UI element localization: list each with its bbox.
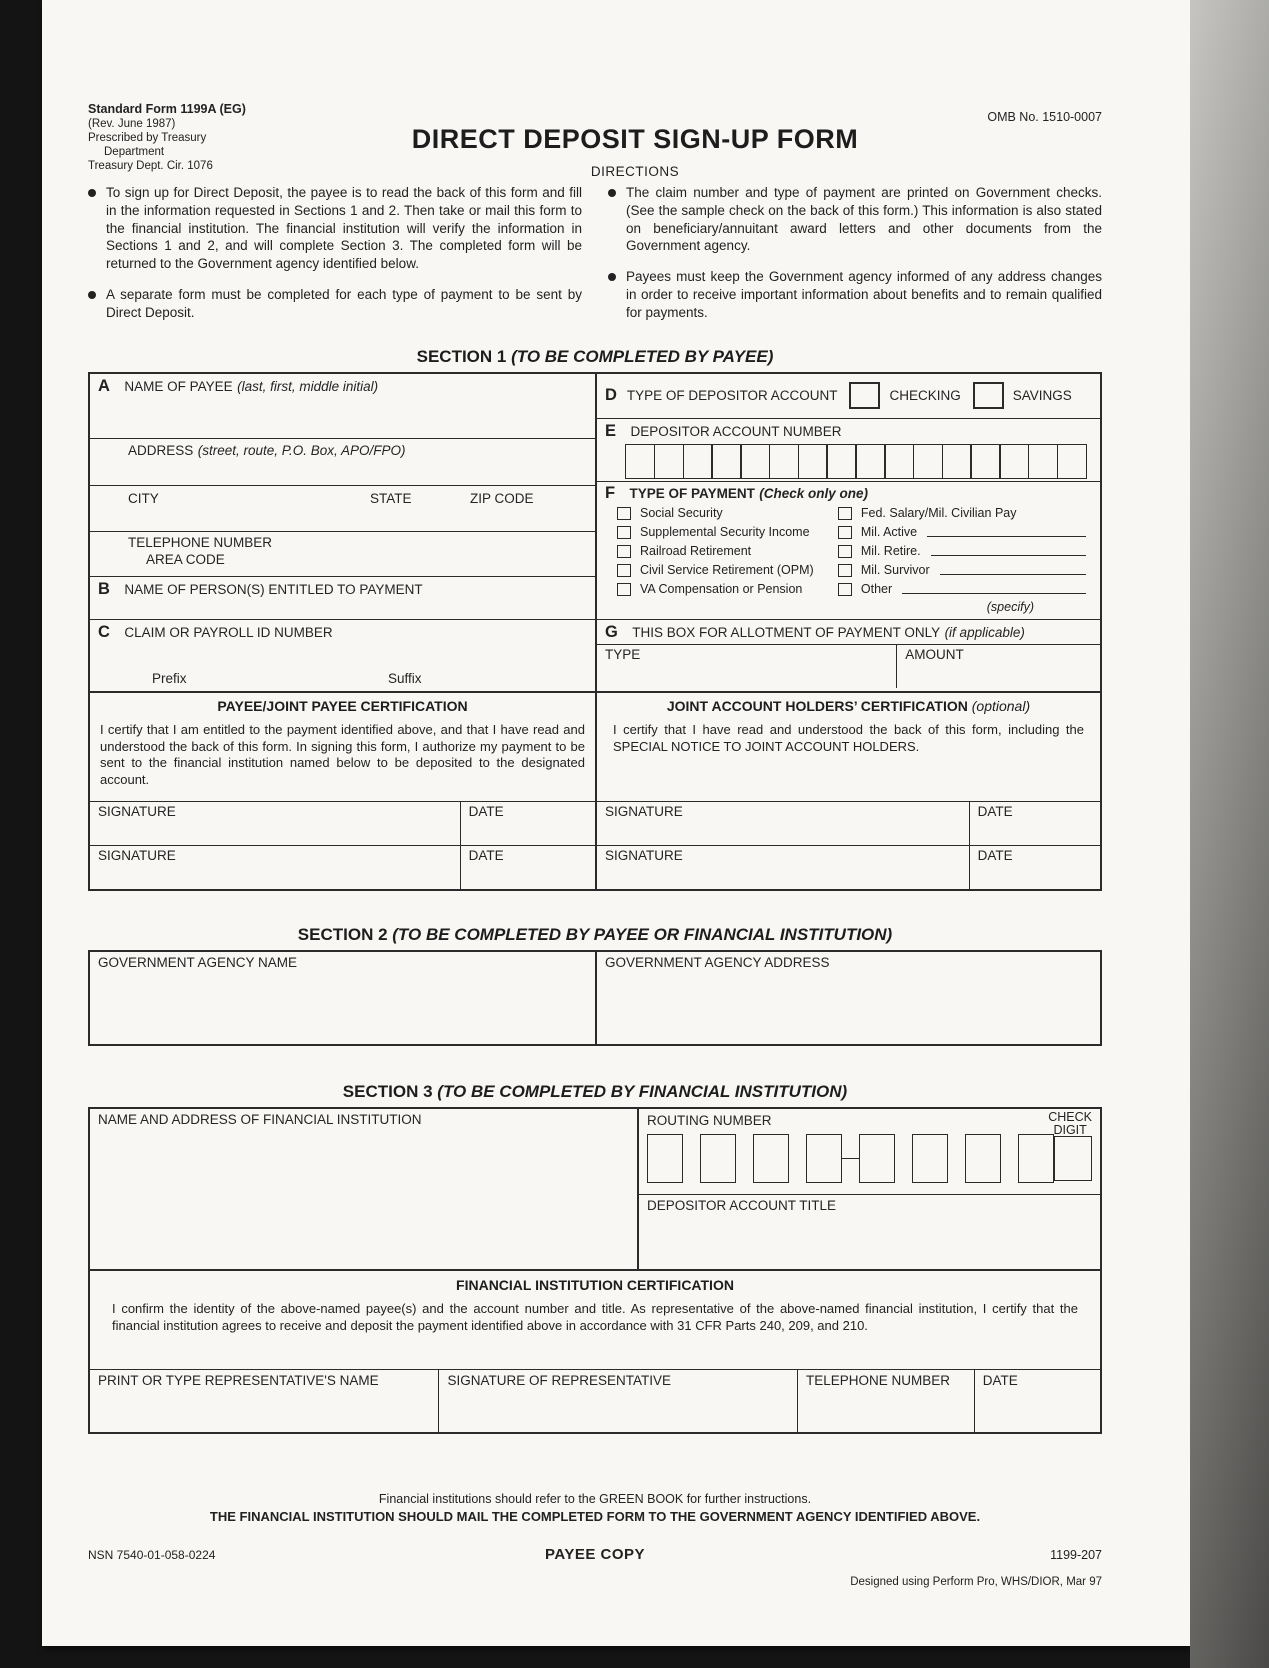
section3-heading-note: (TO BE COMPLETED BY FINANCIAL INSTITUTION) [437,1081,848,1101]
agency-name-field[interactable]: GOVERNMENT AGENCY NAME [98,954,298,970]
payee-certification [90,693,595,801]
payment-option-mil-retire [838,542,1092,561]
option-label: Supplemental Security Income [640,525,810,540]
joint-cert-note: (optional) [971,697,1031,714]
mail-notice: THE FINANCIAL INSTITUTION SHOULD MAIL THE COMPLETED FORM TO THE GOVERNMENT AGENCY IDENTIFIED ABOVE. [209,1508,981,1524]
section1-table [88,372,1102,891]
section1-heading [88,347,1102,367]
option-label: Mil. Retire. [860,544,921,559]
allotment-field [597,619,1100,691]
person-entitled-field[interactable] [90,576,595,619]
check-digit-label: CHECK DIGIT [1048,1109,1092,1138]
page-title: DIRECT DEPOSIT SIGN-UP FORM [411,124,859,154]
savings-label: SAVINGS [1012,388,1072,404]
option-label: Civil Service Retirement (OPM) [640,563,814,578]
fic-title: FINANCIAL INSTITUTION CERTIFICATION [456,1276,734,1293]
form-id: Standard Form 1199A (EG) [88,102,246,116]
allotment-type-field[interactable]: TYPE [605,646,641,662]
checkbox-icon[interactable] [838,564,852,577]
bullet-icon [88,189,96,197]
section3-heading [88,1082,1102,1102]
payment-option-ssi [617,523,834,542]
option-label: Other [860,582,893,597]
representative-telephone-field[interactable]: TELEPHONE NUMBER [797,1370,974,1432]
nsn-number: NSN 7540-01-058-0224 [88,1547,216,1562]
routing-number-boxes[interactable] [647,1134,1092,1183]
account-number-label: DEPOSITOR ACCOUNT NUMBER [630,423,842,439]
representative-date-field[interactable]: DATE [974,1370,1100,1432]
field-letter-c: C [98,622,110,641]
scanned-form-page [42,0,1190,1646]
representative-name-field[interactable]: PRINT OR TYPE REPRESENTATIVE'S NAME [98,1372,379,1388]
payment-option-fed-salary [838,504,1092,523]
write-in-line[interactable] [902,582,1086,594]
section3-table [88,1107,1102,1434]
write-in-line[interactable] [927,525,1086,537]
form-header [88,0,1102,179]
claim-number-field[interactable] [90,619,595,691]
payment-option-csr-opm [617,561,834,580]
payee-signature-field-2[interactable]: SIGNATURE [98,847,176,863]
section2-heading-note: (TO BE COMPLETED BY PAYEE OR FINANCIAL INSTITUTION) [392,924,893,944]
joint-date-field-2[interactable]: DATE [969,846,1100,889]
specify-note: (specify) [986,599,1034,614]
joint-cert-title: JOINT ACCOUNT HOLDERS’ CERTIFICATION [666,697,968,714]
allotment-label: THIS BOX FOR ALLOTMENT OF PAYMENT ONLY [632,624,941,640]
option-label: Social Security [640,506,723,521]
payee-cert-title: PAYEE/JOINT PAYEE CERTIFICATION [217,697,468,714]
address-field[interactable] [90,438,595,485]
direction-item [608,268,1102,321]
write-in-line[interactable] [931,544,1086,556]
payment-option-social-security [617,504,834,523]
claim-number-label: CLAIM OR PAYROLL ID NUMBER [124,624,333,640]
account-type-label: TYPE OF DEPOSITOR ACCOUNT [626,388,838,404]
option-label: Mil. Survivor [860,563,930,578]
scan-edge [1190,0,1269,1668]
copy-label: PAYEE COPY [544,1545,646,1563]
checkbox-icon[interactable] [838,583,852,596]
option-label: Fed. Salary/Mil. Civilian Pay [860,506,1017,521]
checkbox-icon[interactable] [617,507,631,520]
write-in-line[interactable] [940,563,1086,575]
person-entitled-label: NAME OF PERSON(S) ENTITLED TO PAYMENT [124,581,423,597]
financial-institution-certification [90,1269,1100,1369]
direction-text: The claim number and type of payment are printed on Government checks. (See the sample check on the back of this form.) This information is also stated on beneficiary/annuitant award letters and other documents from the Government agency. [626,185,1102,254]
address-note: (street, route, P.O. Box, APO/FPO) [197,442,406,458]
form-prescribed-by-2: Department [104,146,165,159]
agency-address-field[interactable]: GOVERNMENT AGENCY ADDRESS [595,952,1100,1044]
dash-icon [842,1134,859,1183]
address-label: ADDRESS [128,442,194,458]
form-revision: (Rev. June 1987) [88,118,176,131]
omb-number: OMB No. 1510-0007 [987,110,1102,124]
section2-heading-label: SECTION 2 [297,924,388,944]
state-label: STATE [370,490,412,506]
name-of-payee-field[interactable] [90,374,595,438]
type-of-payment-field [597,481,1100,619]
allotment-amount-field[interactable]: AMOUNT [896,645,1100,688]
name-of-payee-note: (last, first, middle initial) [237,378,379,394]
payee-cert-text: I certify that I am entitled to the payment identified above, and that I have read and understood the back of this form. In signing this form, I authorize my payment to be sent to the financial institution named below to be deposited to the designated account. [100,721,585,788]
checking-checkbox[interactable] [849,382,880,409]
payee-date-field[interactable]: DATE [460,802,595,845]
allotment-note: (if applicable) [944,624,1025,640]
depositor-account-type-field [597,374,1100,418]
form-prescribed-by: Prescribed by Treasury [88,132,207,145]
payment-option-other [838,580,1092,599]
savings-checkbox[interactable] [973,382,1004,409]
joint-date-field[interactable]: DATE [969,802,1100,845]
depositor-account-number-field [597,418,1100,481]
payment-option-va [617,580,834,599]
suffix-label: Suffix [388,670,422,686]
direction-item [608,184,1102,255]
checkbox-icon[interactable] [617,526,631,539]
routing-number-label: ROUTING NUMBER [647,1112,772,1128]
routing-number-field [639,1109,1100,1194]
bullet-icon [88,291,96,299]
checkbox-icon[interactable] [838,526,852,539]
city-state-zip-field[interactable] [90,485,595,531]
field-letter-f: F [605,483,616,502]
payment-type-note: (Check only one) [759,485,869,501]
directions-heading: DIRECTIONS [590,164,680,179]
form-id-block [88,102,338,173]
treasury-circular: Treasury Dept. Cir. 1076 [88,160,213,173]
payment-type-label: TYPE OF PAYMENT [629,485,755,501]
checkbox-icon[interactable] [617,545,631,558]
section1-heading-note: (TO BE COMPLETED BY PAYEE) [511,346,774,366]
joint-signature-field[interactable]: SIGNATURE [595,802,969,845]
depositor-account-title-field[interactable]: DEPOSITOR ACCOUNT TITLE [639,1194,1100,1269]
joint-signature-field-2[interactable]: SIGNATURE [595,846,969,889]
direction-text: To sign up for Direct Deposit, the payee is to read the back of this form and fill in the information requested in Sections 1 and 2. Then take or mail this form to the financial institution. The financial institution will verify the information in Sections 1 and 2, and will complete Section 3. The completed form will be returned to the Government agency identified below. [106,185,582,272]
field-letter-e: E [605,421,617,440]
checkbox-icon[interactable] [617,583,631,596]
section2-heading [88,925,1102,945]
representative-signature-field[interactable]: SIGNATURE OF REPRESENTATIVE [438,1370,797,1432]
bullet-icon [608,189,616,197]
direction-text: A separate form must be completed for each type of payment to be sent by Direct Deposit. [106,287,582,320]
area-code-label: AREA CODE [146,551,225,567]
green-book-note: Financial institutions should refer to the GREEN BOOK for further instructions. [378,1491,812,1506]
field-letter-a: A [98,376,110,395]
city-label: CITY [128,490,159,506]
section1-heading-label: SECTION 1 [416,346,507,366]
joint-cert-text: I certify that I have read and understood the back of this form, including the SPECIAL NOTICE TO JOINT ACCOUNT HOLDERS. [613,721,1084,754]
payee-signature-field[interactable]: SIGNATURE [98,803,176,819]
option-label: VA Compensation or Pension [640,582,803,597]
direction-item [88,286,582,322]
telephone-label: TELEPHONE NUMBER [128,534,273,550]
section2-table [88,950,1102,1046]
form-number: 1199-207 [1050,1547,1102,1562]
field-letter-g: G [605,622,618,641]
prefix-label: Prefix [152,670,187,686]
section3-heading-label: SECTION 3 [342,1081,433,1101]
checkbox-icon[interactable] [838,507,852,520]
name-of-payee-label: NAME OF PAYEE [124,378,233,394]
direction-item [88,184,582,273]
payment-option-mil-active [838,523,1092,542]
direction-text: Payees must keep the Government agency informed of any address changes in order to receive important information about benefits and to remain qualified for payments. [626,269,1102,320]
account-number-boxes[interactable] [625,444,1087,479]
joint-certification [595,693,1100,801]
zip-code-label: ZIP CODE [470,490,534,506]
fic-text: I confirm the identity of the above-named payee(s) and the account number and title. As representative of the above-named financial institution, I certify that the financial institution agrees to receive and deposit the payment identified above in accordance with 31 CFR Parts 240, 209, and 210. [112,1300,1078,1333]
financial-institution-field[interactable]: NAME AND ADDRESS OF FINANCIAL INSTITUTION [98,1111,422,1127]
bullet-icon [608,273,616,281]
checkbox-icon[interactable] [617,564,631,577]
payment-option-mil-survivor [838,561,1092,580]
designed-credit: Designed using Perform Pro, WHS/DIOR, Mar 97 [850,1575,1102,1588]
field-letter-d: D [605,386,617,405]
option-label: Railroad Retirement [640,544,752,559]
option-label: Mil. Active [860,525,918,540]
check-digit-box[interactable] [1054,1136,1092,1181]
payee-date-field-2[interactable]: DATE [460,846,595,889]
field-letter-b: B [98,579,110,598]
telephone-field[interactable] [90,531,595,576]
checking-label: CHECKING [889,388,961,404]
directions [88,184,1102,335]
payment-option-railroad [617,542,834,561]
checkbox-icon[interactable] [838,545,852,558]
